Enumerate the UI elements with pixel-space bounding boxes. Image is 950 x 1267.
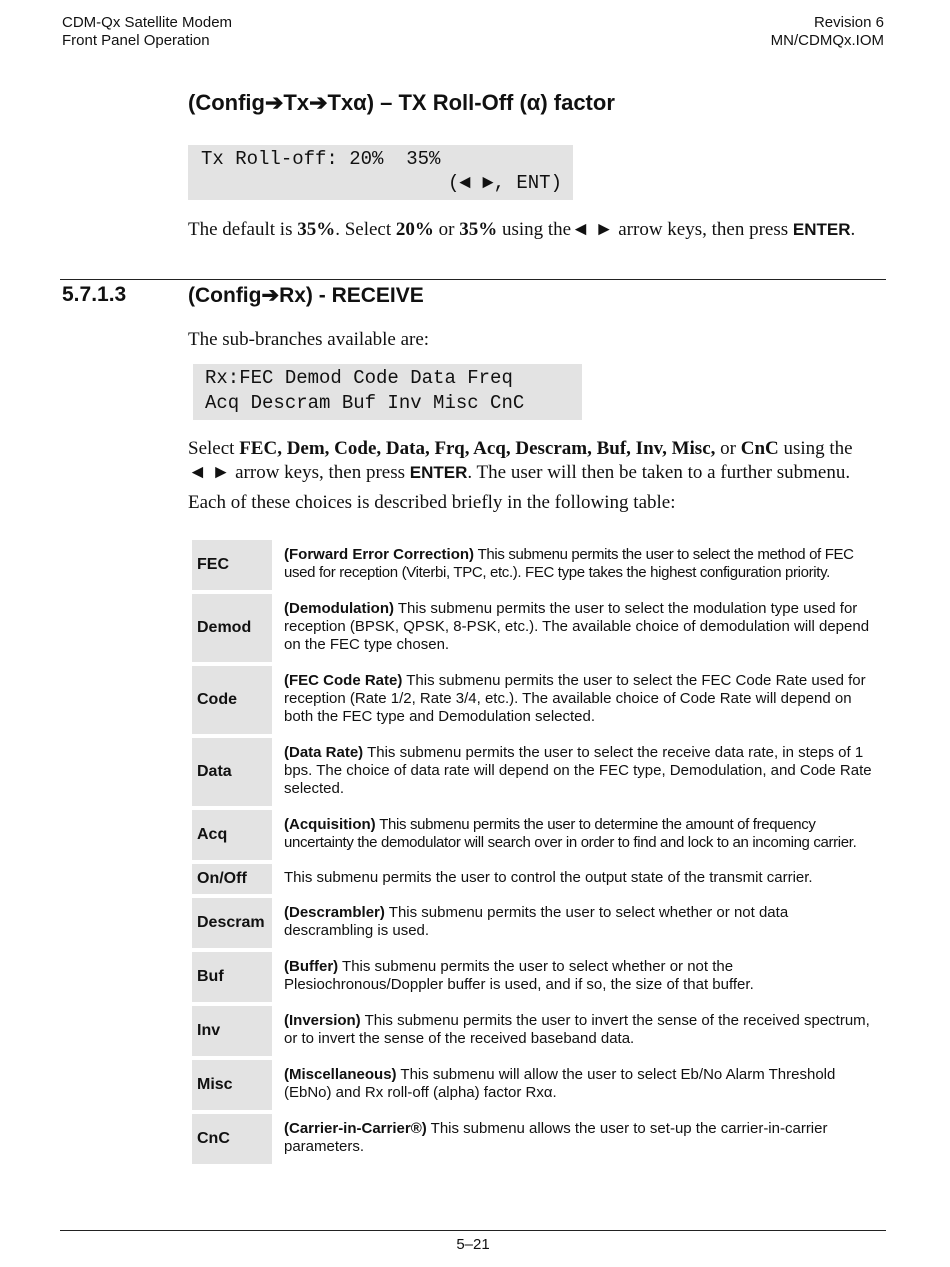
submenu-key: Acq bbox=[192, 810, 272, 860]
submenu-key: Inv bbox=[192, 1006, 272, 1056]
submenu-description bbox=[274, 1114, 880, 1164]
description-text: This submenu permits the user to select the receive data rate, in steps of 1 bps. The choice of data rate will depend on the FEC type, Demodulation, and Code Rate selected. bbox=[284, 744, 872, 797]
submenu-description bbox=[274, 810, 880, 860]
enter-key: ENTER bbox=[792, 220, 851, 239]
table-row bbox=[192, 810, 880, 860]
section-number: 5.7.1.3 bbox=[62, 283, 127, 306]
submenu-title: (Buffer) bbox=[284, 958, 339, 975]
description-text: This submenu permits the user to select whether or not data descrambling is used. bbox=[284, 904, 789, 939]
select-line-2 bbox=[188, 461, 878, 485]
rolloff-paragraph bbox=[188, 218, 855, 242]
submenu-key: Data bbox=[192, 738, 272, 806]
chapter-title: Front Panel Operation bbox=[62, 32, 210, 49]
rolloff-heading: (Config➔Tx➔Txα) – TX Roll-Off (α) factor bbox=[188, 90, 615, 115]
submenu-description bbox=[274, 540, 880, 590]
text: . Select bbox=[335, 219, 396, 240]
description-text: This submenu permits the user to select the modulation type used for reception (BPSK, QPSK, 8-PSK, etc.). The available choice of demodulation will depend on the FEC type chosen. bbox=[284, 600, 870, 653]
text: or bbox=[715, 438, 741, 459]
lcd-line-2: Acq Descram Buf Inv Misc CnC bbox=[205, 392, 525, 414]
option-20: 20% bbox=[395, 219, 434, 240]
table-row bbox=[192, 1006, 880, 1056]
option-35: 35% bbox=[459, 219, 498, 240]
text: . bbox=[850, 219, 856, 240]
select-paragraph bbox=[188, 437, 878, 485]
submenu-key: On/Off bbox=[192, 864, 272, 894]
description-text: This submenu will allow the user to select Eb/No Alarm Threshold (EbNo) and Rx roll-off (alpha) factor Rxα. bbox=[284, 1066, 836, 1101]
submenu-description bbox=[274, 952, 880, 1002]
description-text: This submenu allows the user to set-up the carrier-in-carrier parameters. bbox=[284, 1120, 828, 1155]
page-number: 5–21 bbox=[456, 1236, 490, 1253]
description-text: This submenu permits the user to determine the amount of frequency uncertainty the demodulator will search over in order to find and lock to an incoming carrier. bbox=[284, 816, 857, 851]
submenu-title: (Inversion) bbox=[284, 1012, 361, 1029]
text: ◄ ► arrow keys, then press bbox=[188, 462, 410, 483]
submenu-table bbox=[190, 536, 882, 1168]
enter-key: ENTER bbox=[409, 463, 468, 482]
description-text: This submenu permits the user to select the method of FEC used for reception (Viterbi, TPC, etc.). FEC type takes the highest configuration priority. bbox=[284, 546, 854, 581]
submenu-key: Misc bbox=[192, 1060, 272, 1110]
revision: Revision 6 bbox=[813, 14, 884, 31]
text: . The user will then be taken to a further submenu. bbox=[467, 462, 851, 483]
text: The default is bbox=[188, 219, 298, 240]
default-value: 35% bbox=[297, 219, 336, 240]
submenu-description bbox=[274, 738, 880, 806]
text: or bbox=[433, 219, 460, 240]
submenu-title: (Demodulation) bbox=[284, 600, 394, 617]
submenu-key: Descram bbox=[192, 898, 272, 948]
submenu-title: (Descrambler) bbox=[284, 904, 385, 921]
submenu-title: (Miscellaneous) bbox=[284, 1066, 397, 1083]
description-text: This submenu permits the user to invert the sense of the received spectrum, or to invert the sense of the received baseband data. bbox=[284, 1012, 870, 1047]
table-row bbox=[192, 594, 880, 662]
table-row bbox=[192, 1114, 880, 1164]
table-row bbox=[192, 898, 880, 948]
submenu-key: Buf bbox=[192, 952, 272, 1002]
description-text: This submenu permits the user to control the output state of the transmit carrier. bbox=[284, 869, 813, 886]
table-row bbox=[192, 666, 880, 734]
table-row bbox=[192, 864, 880, 894]
submenu-description bbox=[274, 898, 880, 948]
lcd-line-1: Rx:FEC Demod Code Data Freq bbox=[205, 367, 513, 389]
lcd-line-2: (◄ ►, ENT) bbox=[447, 172, 562, 194]
table-row bbox=[192, 540, 880, 590]
select-line-1 bbox=[188, 437, 878, 461]
rolloff-lcd-display bbox=[188, 145, 573, 200]
table-row bbox=[192, 952, 880, 1002]
submenu-title: (Acquisition) bbox=[284, 816, 376, 833]
submenu-key: Code bbox=[192, 666, 272, 734]
table-row bbox=[192, 1060, 880, 1110]
submenu-description bbox=[274, 864, 880, 894]
text: using the bbox=[778, 438, 853, 459]
section-divider bbox=[60, 279, 886, 280]
submenu-title: (Forward Error Correction) bbox=[284, 546, 475, 563]
submenu-description bbox=[274, 594, 880, 662]
submenu-description bbox=[274, 1006, 880, 1056]
lcd-line-1: Tx Roll-off: 20% 35% bbox=[201, 148, 441, 170]
text: using the◄ ► arrow keys, then press bbox=[497, 219, 793, 240]
description-text: This submenu permits the user to select the FEC Code Rate used for reception (Rate 1/2, Rate 3/4, etc.). The available choice of Code Rate will depend on both the FEC type and Demodulation selected. bbox=[284, 672, 866, 725]
doc-number: MN/CDMQx.IOM bbox=[770, 32, 884, 49]
submenu-key: Demod bbox=[192, 594, 272, 662]
submenu-title: (FEC Code Rate) bbox=[284, 672, 403, 689]
text: Select bbox=[188, 438, 240, 459]
choice-list: FEC, Dem, Code, Data, Frq, Acq, Descram, Buf, Inv, Misc, bbox=[239, 438, 716, 459]
submenu-description bbox=[274, 666, 880, 734]
choice-cnc: CnC bbox=[740, 438, 779, 459]
table-intro: Each of these choices is described briefly in the following table: bbox=[188, 492, 676, 513]
submenu-title: (Data Rate) bbox=[284, 744, 364, 761]
submenu-key: CnC bbox=[192, 1114, 272, 1164]
receive-lcd-display bbox=[193, 364, 582, 420]
doc-title: CDM-Qx Satellite Modem bbox=[62, 14, 233, 31]
submenu-key: FEC bbox=[192, 540, 272, 590]
footer-divider bbox=[60, 1230, 886, 1231]
submenu-title: (Carrier-in-Carrier®) bbox=[284, 1120, 427, 1137]
section-title: (Config➔Rx) - RECEIVE bbox=[188, 284, 424, 307]
intro-paragraph: The sub-branches available are: bbox=[188, 329, 430, 350]
running-header-left bbox=[62, 14, 232, 50]
table-row bbox=[192, 738, 880, 806]
description-text: This submenu permits the user to select whether or not the Plesiochronous/Doppler buffer is used, and if so, the size of that buffer. bbox=[284, 958, 754, 993]
submenu-description bbox=[274, 1060, 880, 1110]
running-header-right bbox=[771, 14, 884, 50]
